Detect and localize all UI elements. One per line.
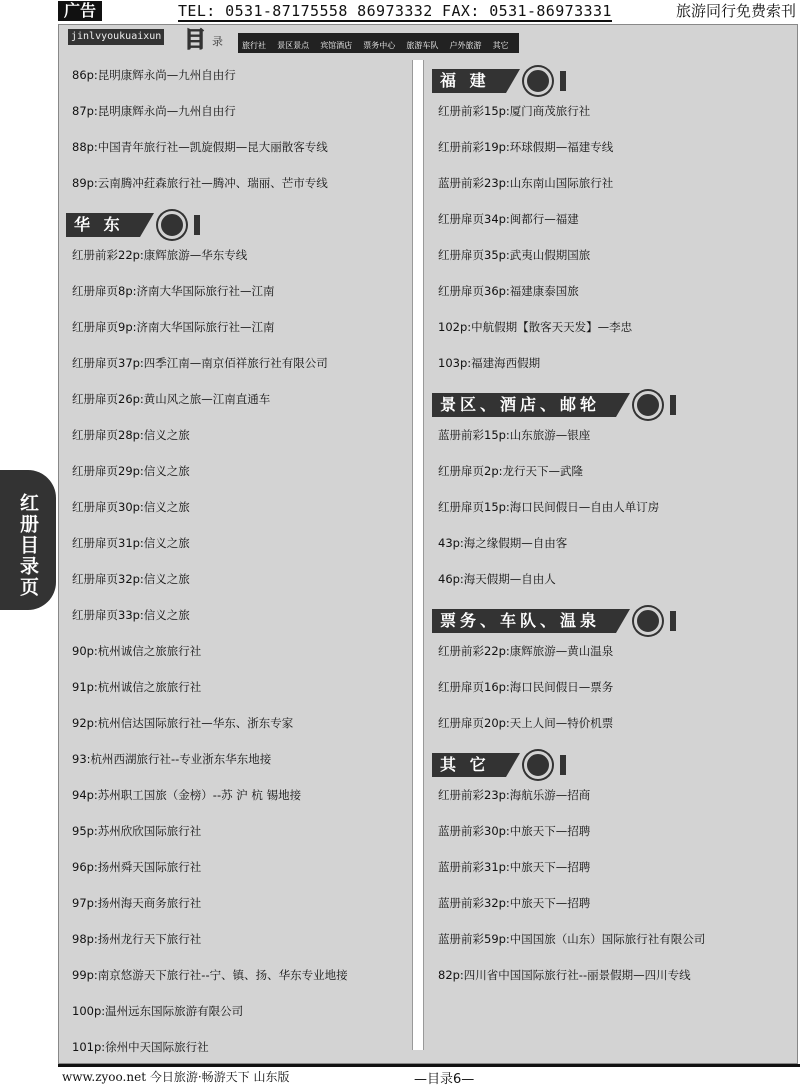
toc-entry[interactable]: 101p:徐州中天国际旅行社 bbox=[72, 1040, 209, 1054]
toc-entry[interactable]: 92p:杭州信达国际旅行社—华东、浙东专家 bbox=[72, 716, 294, 730]
toc-entry[interactable]: 102p:中航假期【散客天天发】—李忠 bbox=[438, 320, 633, 334]
toc-entry[interactable]: 82p:四川省中国国际旅行社--丽景假期—四川专线 bbox=[438, 968, 691, 982]
circle-icon bbox=[524, 67, 552, 95]
column-divider bbox=[412, 60, 424, 1050]
top-bar bbox=[0, 0, 800, 22]
section-header-piaowu bbox=[432, 608, 793, 634]
section-title: 其 它 bbox=[432, 753, 506, 777]
toc-entry[interactable]: 红册扉页30p:信义之旅 bbox=[72, 500, 190, 514]
section-title: 票务、车队、温泉 bbox=[432, 609, 616, 633]
toc-title-small: 录 bbox=[212, 35, 223, 48]
toc-entry[interactable]: 红册扉页35p:武夷山假期国旅 bbox=[438, 248, 591, 262]
toc-entry[interactable]: 红册扉页33p:信义之旅 bbox=[72, 608, 190, 622]
toc-entry[interactable]: 86p:昆明康辉永尚—九州自由行 bbox=[72, 68, 236, 82]
toc-entry[interactable]: 103p:福建海西假期 bbox=[438, 356, 541, 370]
toc-entry[interactable]: 蓝册前彩32p:中旅天下—招聘 bbox=[438, 896, 591, 910]
bar-icon bbox=[194, 215, 200, 235]
toc-entry[interactable]: 蓝册前彩59p:中国国旅（山东）国际旅行社有限公司 bbox=[438, 932, 706, 946]
toc-entry[interactable]: 红册扉页28p:信义之旅 bbox=[72, 428, 190, 442]
toc-entry[interactable]: 蓝册前彩30p:中旅天下—招聘 bbox=[438, 824, 591, 838]
toc-entry[interactable]: 蓝册前彩31p:中旅天下—招聘 bbox=[438, 860, 591, 874]
toc-entry[interactable]: 红册前彩15p:厦门商茂旅行社 bbox=[438, 104, 591, 118]
toc-entry[interactable]: 红册扉页36p:福建康泰国旅 bbox=[438, 284, 579, 298]
contact-line: TEL: 0531-87175558 86973332 FAX: 0531-86973331 bbox=[178, 2, 612, 20]
toc-header bbox=[60, 25, 796, 53]
category-label: 票务中心 bbox=[363, 41, 396, 50]
toc-entry[interactable]: 红册扉页15p:海口民间假日—自由人单订房 bbox=[438, 500, 660, 514]
toc-entry[interactable]: 89p:云南腾冲荭森旅行社—腾冲、瑞丽、芒市专线 bbox=[72, 176, 328, 190]
toc-entry[interactable]: 红册扉页9p:济南大华国际旅行社—江南 bbox=[72, 320, 275, 334]
toc-entry[interactable]: 红册扉页2p:龙行天下—武隆 bbox=[438, 464, 583, 478]
category-strip bbox=[238, 33, 519, 53]
category-label: 旅游车队 bbox=[406, 41, 439, 50]
section-title: 福 建 bbox=[432, 69, 506, 93]
toc-entry[interactable]: 红册前彩19p:环球假期—福建专线 bbox=[438, 140, 614, 154]
toc-title-big: 目 bbox=[184, 28, 207, 53]
right-column bbox=[438, 66, 793, 1002]
toc-entry[interactable]: 红册扉页32p:信义之旅 bbox=[72, 572, 190, 586]
bar-icon bbox=[560, 755, 566, 775]
footer-text: www.zyoo.net 今日旅游·畅游天下 山东版 bbox=[62, 1070, 290, 1084]
toc-entry[interactable]: 红册扉页34p:闽都行—福建 bbox=[438, 212, 579, 226]
toc-entry[interactable]: 96p:扬州舜天国际旅行社 bbox=[72, 860, 202, 874]
toc-entry[interactable]: 红册扉页26p:黄山风之旅—江南直通车 bbox=[72, 392, 271, 406]
toc-entry[interactable]: 98p:扬州龙行天下旅行社 bbox=[72, 932, 202, 946]
category-label: 其它 bbox=[492, 41, 509, 50]
bar-icon bbox=[670, 395, 676, 415]
toc-entry[interactable]: 91p:杭州诚信之旅旅行社 bbox=[72, 680, 202, 694]
slogan: 旅游同行免费索刊 bbox=[675, 2, 796, 20]
toc-entry[interactable]: 红册扉页16p:海口民间假日—票务 bbox=[438, 680, 614, 694]
toc-entry[interactable]: 94p:苏州职工国旅（金榜）--苏 沪 杭 锡地接 bbox=[72, 788, 302, 802]
category-label: 宾馆酒店 bbox=[320, 41, 353, 50]
section-header-huadong bbox=[66, 212, 408, 238]
toc-entry[interactable]: 93:杭州西湖旅行社--专业浙东华东地接 bbox=[72, 752, 272, 766]
category-label: 景区景点 bbox=[277, 41, 310, 50]
toc-entry[interactable]: 红册前彩22p:康辉旅游—华东专线 bbox=[72, 248, 248, 262]
toc-entry[interactable]: 99p:南京悠游天下旅行社--宁、镇、扬、华东专业地接 bbox=[72, 968, 348, 982]
toc-entry[interactable]: 红册前彩23p:海航乐游—招商 bbox=[438, 788, 591, 802]
section-header-fujian bbox=[432, 68, 793, 94]
toc-entry[interactable]: 蓝册前彩23p:山东南山国际旅行社 bbox=[438, 176, 614, 190]
circle-icon bbox=[158, 211, 186, 239]
circle-icon bbox=[524, 751, 552, 779]
category-label: 旅行社 bbox=[242, 41, 266, 50]
section-title: 华 东 bbox=[66, 213, 140, 237]
page-number: —目录6— bbox=[414, 1072, 475, 1087]
toc-entry[interactable]: 100p:温州远东国际旅游有限公司 bbox=[72, 1004, 244, 1018]
category-label: 户外旅游 bbox=[449, 41, 482, 50]
brand-logo: jinlvyoukuaixun bbox=[68, 29, 164, 45]
toc-entry[interactable]: 90p:杭州诚信之旅旅行社 bbox=[72, 644, 202, 658]
toc-entry[interactable]: 红册扉页8p:济南大华国际旅行社—江南 bbox=[72, 284, 275, 298]
toc-entry[interactable]: 红册扉页29p:信义之旅 bbox=[72, 464, 190, 478]
toc-entry[interactable]: 红册前彩22p:康辉旅游—黄山温泉 bbox=[438, 644, 614, 658]
toc-entry[interactable]: 97p:扬州海天商务旅行社 bbox=[72, 896, 202, 910]
bar-icon bbox=[560, 71, 566, 91]
section-header-qita bbox=[432, 752, 793, 778]
left-column bbox=[72, 66, 408, 1074]
ad-label: 广告 bbox=[58, 1, 102, 21]
circle-icon bbox=[634, 391, 662, 419]
circle-icon bbox=[634, 607, 662, 635]
toc-entry[interactable]: 43p:海之缘假期—自由客 bbox=[438, 536, 568, 550]
section-header-jingqu bbox=[432, 392, 793, 418]
toc-entry[interactable]: 红册扉页37p:四季江南—南京佰祥旅行社有限公司 bbox=[72, 356, 328, 370]
bar-icon bbox=[670, 611, 676, 631]
toc-entry[interactable]: 88p:中国青年旅行社—凯旋假期—昆大丽散客专线 bbox=[72, 140, 328, 154]
toc-entry[interactable]: 95p:苏州欣欣国际旅行社 bbox=[72, 824, 202, 838]
side-tab: 红册目录页 bbox=[0, 470, 56, 610]
toc-entry[interactable]: 46p:海天假期—自由人 bbox=[438, 572, 556, 586]
toc-entry[interactable]: 87p:昆明康辉永尚—九州自由行 bbox=[72, 104, 236, 118]
toc-entry[interactable]: 蓝册前彩15p:山东旅游—银座 bbox=[438, 428, 591, 442]
toc-entry[interactable]: 红册扉页20p:天上人间—特价机票 bbox=[438, 716, 614, 730]
toc-entry[interactable]: 红册扉页31p:信义之旅 bbox=[72, 536, 190, 550]
section-title: 景区、酒店、邮轮 bbox=[432, 393, 616, 417]
